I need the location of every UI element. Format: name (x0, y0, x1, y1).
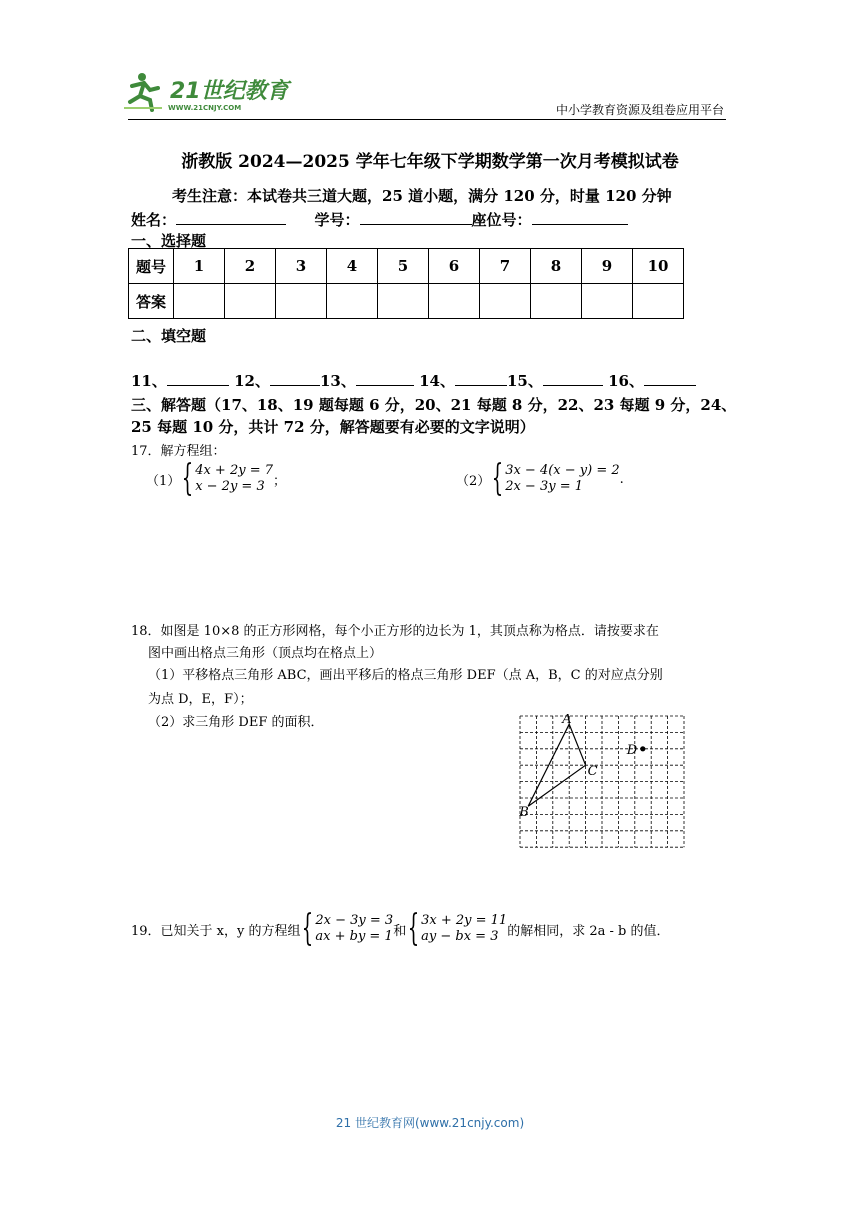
id-blank[interactable] (360, 210, 472, 225)
point-d (640, 746, 645, 751)
section3-heading-line2: 25 每题 10 分，共计 72 分，解答题要有必要的文字说明） (131, 418, 535, 436)
answer-cell[interactable] (327, 284, 378, 319)
q17-part1 (146, 458, 287, 499)
q18-grid-figure (518, 714, 686, 852)
label-c: C (587, 764, 598, 780)
answer-cell[interactable] (174, 284, 225, 319)
answer-cell[interactable] (378, 284, 429, 319)
label-b: B (519, 805, 529, 821)
blank-label-11: 11、 (131, 372, 167, 390)
label-d: D (626, 742, 638, 758)
exam-notice: 考生注意：本试卷共三道大题，25 道小题，满分 120 分，时量 120 分钟 (172, 187, 672, 205)
answer-cell[interactable] (633, 284, 684, 319)
exam-title: 浙教版 2024—2025 学年七年级下学期数学第一次月考模拟试卷 (181, 152, 679, 172)
blank-13[interactable] (356, 371, 414, 386)
q19-suffix: 的解相同，求 2a - b 的值． (507, 923, 670, 939)
blank-label-14: 14、 (419, 372, 455, 390)
answer-cell[interactable] (276, 284, 327, 319)
blank-11[interactable] (167, 371, 229, 386)
q17-stem: 17．解方程组： (131, 444, 226, 459)
section3-heading-line1: 三、解答题（17、18、19 题每题 6 分，20、21 每题 8 分，22、23 每题 9 分，24、 (131, 396, 737, 414)
q19-s2-eq2: ay − bx = 3 (421, 929, 499, 944)
header-divider (128, 119, 726, 120)
q17-p2-eq2: 2x − 3y = 1 (505, 479, 583, 494)
blank-label-12: 12、 (234, 372, 270, 390)
q17-part2 (456, 458, 624, 499)
question-number: 5 (378, 249, 429, 284)
brace: { (302, 908, 314, 949)
q19-s2-eq1: 3x + 2y = 11 (421, 913, 508, 928)
q17-part1-label: （1） (146, 473, 181, 489)
logo-text: 21世纪教育 (170, 79, 289, 104)
row-label-answer: 答案 (129, 284, 174, 319)
q17-p1-eq1: 4x + 2y = 7 (195, 463, 273, 478)
section1-heading: 一、选择题 (131, 232, 207, 250)
question-number: 6 (429, 249, 480, 284)
question-number: 2 (225, 249, 276, 284)
question-number: 9 (582, 249, 633, 284)
answer-cell[interactable] (480, 284, 531, 319)
section2-heading: 二、填空题 (131, 327, 207, 345)
table-row (129, 284, 684, 319)
question-number: 3 (276, 249, 327, 284)
blank-label-16: 16、 (608, 372, 644, 390)
q18-line2: 图中画出格点三角形（顶点均在格点上） (148, 646, 383, 661)
logo-url: WWW.21CNJY.COM (168, 104, 242, 112)
id-label: 学号： (314, 211, 360, 229)
q18-line1: 18．如图是 10×8 的正方形网格，每个小正方形的边长为 1，其顶点称为格点．请按要求在 (131, 624, 659, 639)
grid-lines (520, 716, 684, 847)
seat-blank[interactable] (532, 210, 628, 225)
q19-mid: 和 (393, 923, 407, 939)
brace: { (182, 458, 194, 499)
answer-cell[interactable] (582, 284, 633, 319)
answer-cell[interactable] (531, 284, 582, 319)
q19 (131, 908, 670, 949)
question-number: 1 (174, 249, 225, 284)
q17-p2-eq1: 3x − 4(x − y) = 2 (505, 463, 620, 478)
blank-15[interactable] (543, 371, 603, 386)
fill-blanks (131, 370, 696, 391)
table-row (129, 249, 684, 284)
q19-s1-eq2: ax + by = 1 (315, 929, 393, 944)
runner-logo-icon (122, 68, 292, 116)
blank-label-13: 13、 (319, 372, 356, 390)
blank-label-15: 15、 (506, 372, 543, 390)
q19-s1-eq1: 2x − 3y = 3 (315, 913, 394, 928)
answer-table (128, 248, 684, 319)
row-label-number: 题号 (129, 249, 174, 284)
question-number: 7 (480, 249, 531, 284)
label-a: A (562, 714, 572, 728)
q18-line4: 为点 D，E，F）； (148, 692, 253, 707)
footer-text: 21 世纪教育网(www.21cnjy.com) (335, 1116, 525, 1130)
seat-label: 座位号： (471, 211, 532, 229)
blank-16[interactable] (644, 371, 696, 386)
name-blank[interactable] (176, 210, 286, 225)
answer-cell[interactable] (429, 284, 480, 319)
question-number: 4 (327, 249, 378, 284)
platform-text: 中小学教育资源及组卷应用平台 (555, 103, 724, 117)
q17-part2-label: （2） (456, 473, 491, 489)
name-label: 姓名： (131, 211, 177, 229)
blank-14[interactable] (455, 371, 507, 386)
q18-line5: （2）求三角形 DEF 的面积． (148, 715, 324, 730)
question-number: 8 (531, 249, 582, 284)
blank-12[interactable] (270, 371, 320, 386)
q17-part1-end: ； (273, 473, 287, 489)
q17-part2-end: . (619, 471, 624, 487)
q17-p1-eq2: x − 2y = 3 (195, 479, 265, 494)
q18-line3: （1）平移格点三角形 ABC，画出平移后的格点三角形 DEF（点 A，B，C 的对应点分别 (148, 668, 663, 683)
q19-prefix: 19．已知关于 x，y 的方程组 (131, 923, 301, 939)
answer-cell[interactable] (225, 284, 276, 319)
brace: { (492, 458, 504, 499)
question-number: 10 (633, 249, 684, 284)
student-info (131, 209, 628, 230)
brace: { (407, 908, 420, 949)
site-logo (122, 68, 292, 116)
